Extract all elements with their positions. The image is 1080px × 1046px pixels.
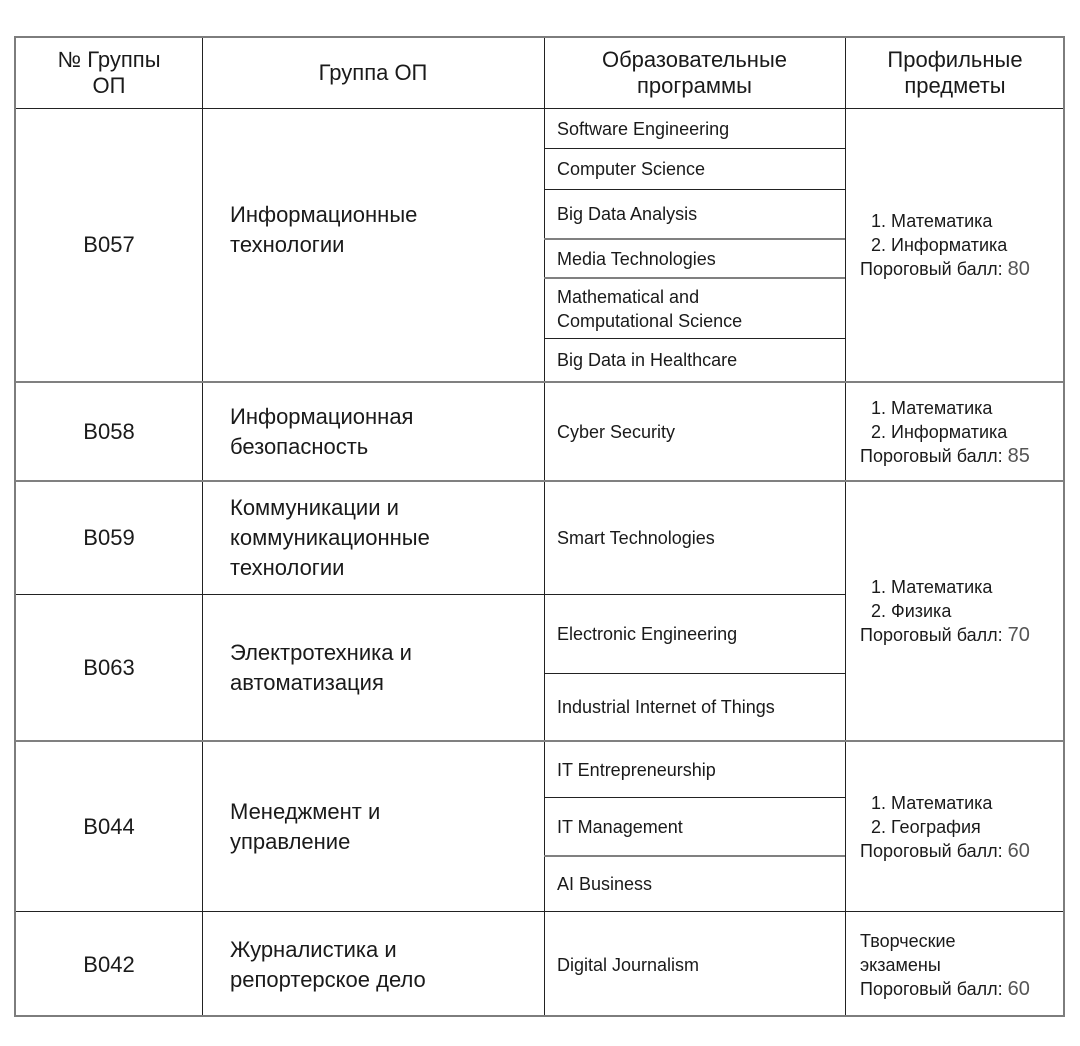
group-code: B044 (83, 813, 135, 839)
subject-item: 2. Информатика (871, 421, 1008, 442)
subject-item: Творческие экзамены (860, 930, 956, 975)
threshold-label: Пороговый балл: (860, 978, 1003, 999)
group-name (202, 912, 544, 1017)
profile-subjects (845, 383, 1065, 480)
threshold-label: Пороговый балл: (860, 625, 1003, 645)
threshold-score (860, 444, 1030, 468)
group-name-text: Журналистика и репортерское дело (230, 936, 426, 992)
threshold-value: 80 (1007, 258, 1030, 280)
program-item: Smart Technologies (557, 528, 715, 548)
threshold-label: Пороговый балл: (860, 259, 1003, 279)
threshold-label: Пороговый балл: (860, 445, 1003, 466)
group-name-text: Информационные технологии (230, 202, 418, 257)
program-item: Electronic Engineering (557, 624, 738, 644)
header-programs (544, 38, 845, 108)
threshold-value: 70 (1007, 624, 1030, 646)
header-programs-label: Образовательные программы (601, 47, 788, 98)
group-code: B063 (83, 654, 135, 680)
group-code: B042 (83, 951, 135, 977)
program-item: Computer Science (557, 159, 706, 179)
program-item: AI Business (557, 874, 653, 894)
program-item: Big Data Analysis (557, 204, 698, 224)
header-subjects-label: Профильные предметы (887, 47, 1023, 98)
group-code: B059 (83, 525, 135, 550)
group-name (202, 94, 544, 366)
program-item-text: Mathematical and Computational Science (557, 286, 743, 331)
subject-item: 2. География (871, 816, 981, 837)
subject-item: 1. Математика (871, 792, 993, 813)
subject-item: 2. Информатика (871, 235, 1008, 255)
subject-item: 1. Математика (871, 211, 993, 231)
header-code (16, 38, 202, 108)
group-name-text: Коммуникации и коммуникационные технологии (230, 495, 430, 580)
subject-item: 1. Математика (871, 577, 993, 597)
threshold-value: 60 (1007, 839, 1030, 862)
profile-subjects (845, 482, 1065, 740)
threshold-value: 60 (1007, 977, 1030, 1000)
header-code-label: № Группы ОП (57, 47, 161, 98)
group-name (202, 742, 544, 911)
profile-subjects (845, 912, 1065, 1017)
group-code: B057 (83, 232, 135, 257)
program-item: Digital Journalism (557, 954, 700, 975)
header-group-label: Группа ОП (318, 60, 428, 85)
threshold-label: Пороговый балл: (860, 840, 1003, 861)
threshold-value: 85 (1007, 444, 1030, 467)
threshold-score (860, 839, 1030, 863)
program-item: IT Entrepreneurship (557, 759, 716, 780)
profile-subjects (845, 109, 1065, 381)
header-subjects (845, 38, 1065, 108)
group-name (202, 595, 544, 740)
group-code: B058 (83, 418, 135, 444)
subject-item: 1. Математика (871, 397, 993, 418)
program-item: Cyber Security (557, 421, 676, 442)
admission-table (14, 36, 1065, 1017)
group-name (202, 482, 544, 594)
group-name-text: Менеджмент и управление (230, 798, 381, 854)
program-item: Industrial Internet of Things (557, 697, 775, 717)
program-item: Software Engineering (557, 118, 730, 139)
threshold-score (860, 257, 1030, 281)
threshold-score (860, 977, 1030, 1001)
group-name-text: Информационная безопасность (230, 403, 414, 459)
profile-subjects (845, 742, 1065, 911)
group-name (202, 383, 544, 480)
program-item (544, 279, 845, 338)
threshold-score (860, 623, 1030, 647)
program-item: Big Data in Healthcare (557, 350, 738, 370)
subject-item: 2. Физика (871, 601, 952, 621)
group-name-text: Электротехника и автоматизация (230, 639, 412, 695)
program-item: Media Technologies (557, 248, 716, 269)
program-item: IT Management (557, 816, 683, 837)
